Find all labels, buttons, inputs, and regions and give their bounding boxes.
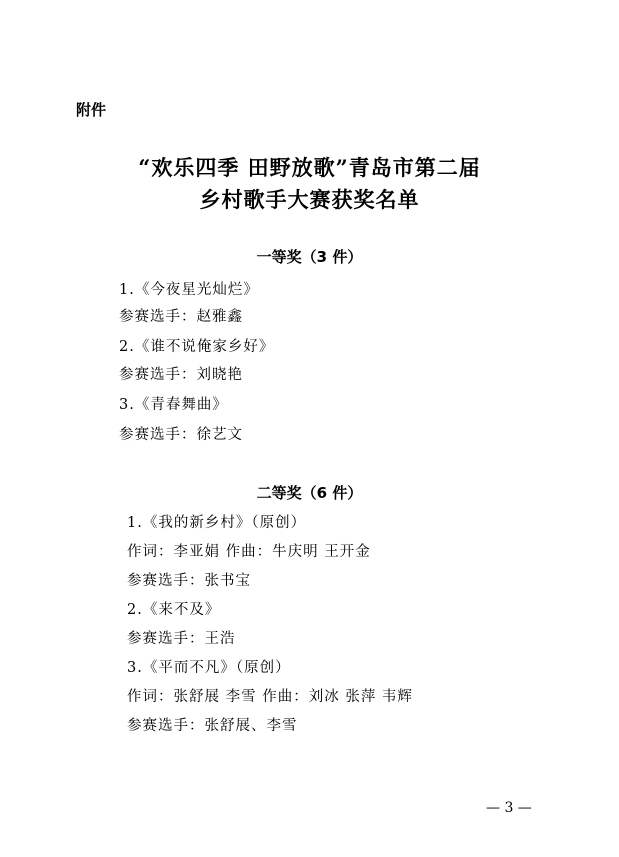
- second-prize-line: 参赛选手：张书宝: [127, 573, 251, 589]
- second-prize-line: 2.《来不及》: [127, 602, 221, 618]
- second-prize-line: 作词：张舒展 李雪 作曲：刘冰 张萍 韦辉: [127, 689, 413, 705]
- first-prize-heading: 一等奖（3 件）: [256, 248, 363, 266]
- first-prize-line: 1.《今夜星光灿烂》: [119, 282, 259, 298]
- second-prize-heading: 二等奖（6 件）: [256, 484, 363, 502]
- first-prize-line: 参赛选手：刘晓艳: [119, 367, 243, 383]
- second-prize-line: 作词：李亚娟 作曲：牛庆明 王开金: [127, 544, 371, 560]
- title-line-2: 乡村歌手大赛获奖名单: [199, 187, 420, 212]
- first-prize-line: 参赛选手：徐艺文: [119, 427, 243, 443]
- second-prize-line: 3.《平而不凡》（原创）: [127, 660, 291, 676]
- second-prize-line: 1.《我的新乡村》（原创）: [127, 515, 307, 531]
- title-line-1: “欢乐四季 田野放歌”青岛市第二届: [138, 155, 481, 180]
- first-prize-line: 3.《青春舞曲》: [119, 397, 228, 413]
- attachment-label: 附件: [76, 101, 107, 119]
- second-prize-line: 参赛选手：王浩: [127, 631, 236, 647]
- first-prize-line: 参赛选手：赵雅鑫: [119, 309, 243, 325]
- second-prize-line: 参赛选手：张舒展、李雪: [127, 718, 298, 734]
- page-number: — 3 —: [486, 800, 532, 816]
- first-prize-line: 2.《谁不说俺家乡好》: [119, 339, 275, 355]
